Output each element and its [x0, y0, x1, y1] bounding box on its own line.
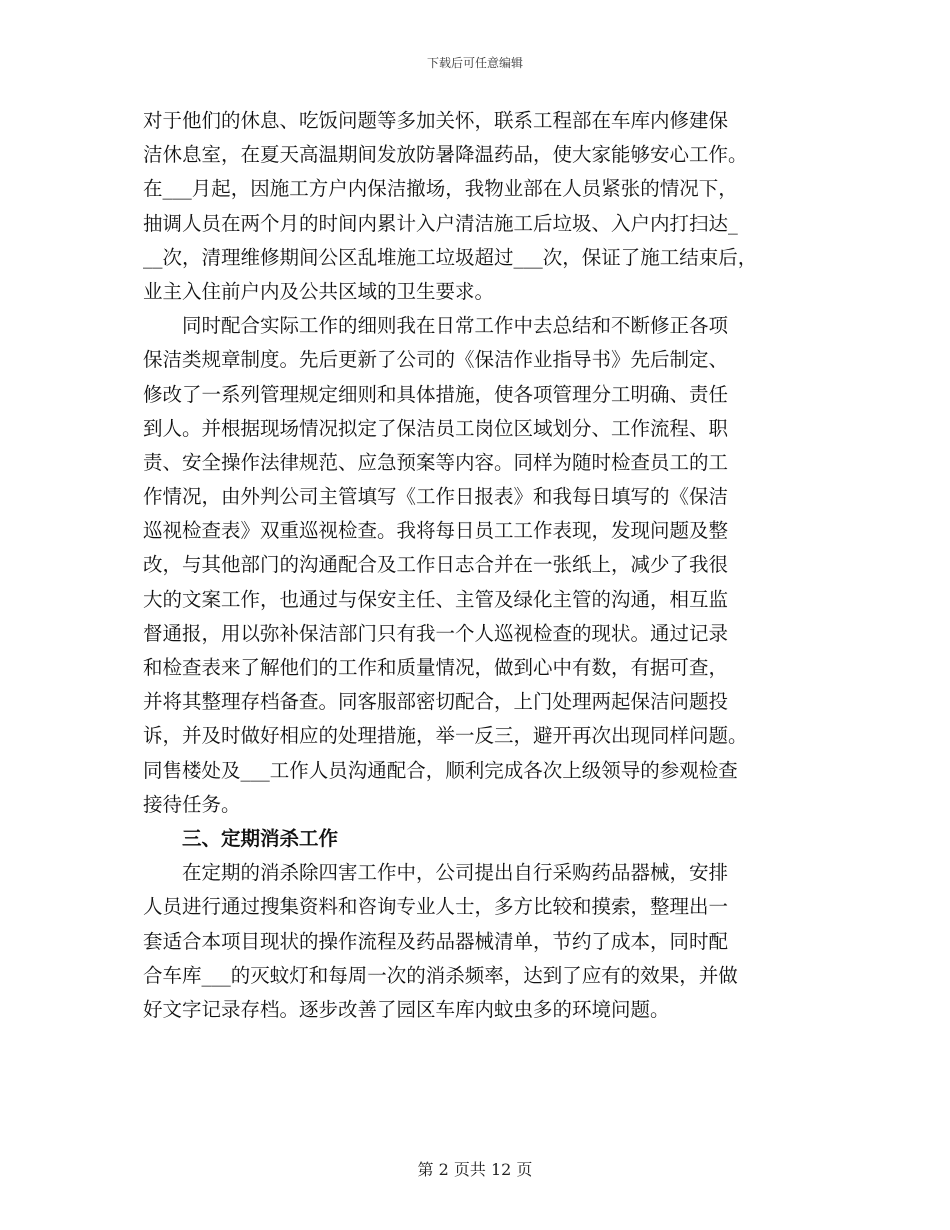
body-line: 抽调人员在两个月的时间内累计入户清洁施工后垃圾、入户内打扫达_ — [143, 211, 738, 235]
body-line: 责、安全操作法律规范、应急预案等内容。同样为随时检查员工的工 — [143, 450, 729, 474]
body-line: 修改了一系列管理规定细则和具体措施，使各项管理分工明确、责任 — [143, 382, 729, 406]
section-heading: 三、定期消杀工作 — [143, 826, 339, 850]
body-line: 业主入住前户内及公共区域的卫生要求。 — [143, 279, 495, 303]
body-line: 合车库___的灭蚊灯和每周一次的消杀频率，达到了应有的效果，并做 — [143, 963, 738, 987]
body-line: 在定期的消杀除四害工作中，公司提出自行采购药品器械，安排 — [143, 861, 729, 885]
body-line: 作情况，由外判公司主管填写《工作日报表》和我每日填写的《保洁 — [143, 485, 729, 509]
body-line: 对于他们的休息、吃饭问题等多加关怀，联系工程部在车库内修建保 — [143, 109, 729, 132]
body-line: 同售楼处及___工作人员沟通配合，顺利完成各次上级领导的参观检查 — [143, 758, 738, 782]
body-line: 和检查表来了解他们的工作和质量情况，做到心中有数，有据可查， — [143, 656, 729, 679]
document-body — [143, 104, 808, 1027]
page-footer: 第 2 页共 12 页 — [417, 1160, 533, 1179]
body-line: 人员进行通过搜集资料和咨询专业人士，多方比较和摸索，整理出一 — [143, 895, 729, 919]
body-line: 到人。并根据现场情况拟定了保洁员工岗位区域划分、工作流程、职 — [143, 416, 729, 440]
body-line: 好文字记录存档。逐步改善了园区车库内蚊虫多的环境问题。 — [143, 997, 670, 1021]
body-line: __次，清理维修期间公区乱堆施工垃圾超过___次，保证了施工结束后， — [143, 245, 758, 269]
body-line: 在___月起，因施工方户内保洁撤场，我物业部在人员紧张的情况下， — [143, 177, 738, 201]
body-line: 并将其整理存档备查。同客服部密切配合，上门处理两起保洁问题投 — [143, 690, 729, 714]
body-line: 改，与其他部门的沟通配合及工作日志合并在一张纸上，减少了我很 — [143, 553, 729, 577]
body-line: 洁休息室，在夏天高温期间发放防暑降温药品，使大家能够安心工作。 — [143, 143, 748, 167]
body-line: 巡视检查表》双重巡视检查。我将每日员工工作表现，发现问题及整 — [143, 519, 729, 543]
body-line: 诉，并及时做好相应的处理措施，举一反三，避开再次出现同样问题。 — [143, 724, 748, 748]
body-line: 督通报，用以弥补保洁部门只有我一个人巡视检查的现状。通过记录 — [143, 621, 729, 645]
body-line: 套适合本项目现状的操作流程及药品器械清单，节约了成本，同时配 — [143, 929, 729, 953]
body-line: 大的文案工作，也通过与保安主任、主管及绿化主管的沟通，相互监 — [143, 587, 729, 611]
body-line: 保洁类规章制度。先后更新了公司的《保洁作业指导书》先后制定、 — [143, 348, 729, 372]
body-line: 同时配合实际工作的细则我在日常工作中去总结和不断修正各项 — [143, 314, 729, 338]
page-header: 下载后可任意编辑 — [426, 56, 523, 70]
body-line: 接待任务。 — [143, 792, 241, 816]
